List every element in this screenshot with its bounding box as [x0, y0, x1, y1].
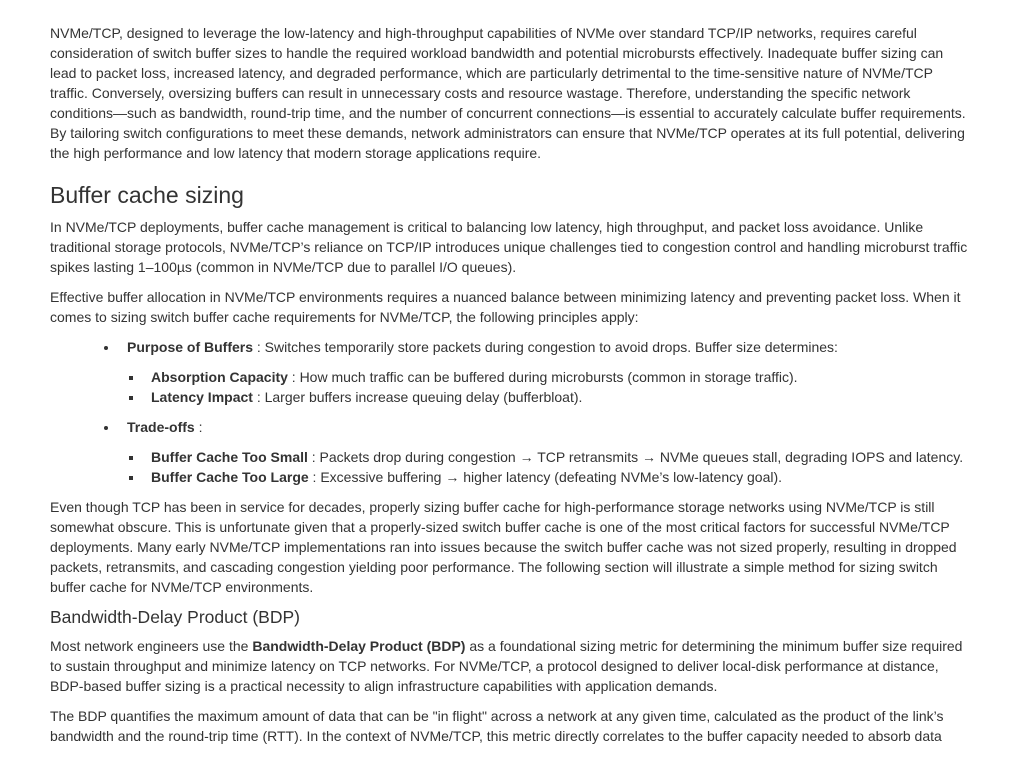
sub-list-item-text: : How much traffic can be buffered during microbursts (common in storage traffic).	[287, 369, 798, 385]
list-item-term: Trade-offs	[127, 419, 195, 435]
bullet-disc-icon	[104, 426, 108, 430]
bullet-square-icon	[129, 456, 133, 460]
list-item-text: :	[194, 419, 203, 435]
sub-list-item-term: Latency Impact	[151, 389, 253, 405]
sub-list-item-buffer-too-small	[151, 447, 970, 467]
section-heading-bdp: Bandwidth-Delay Product (BDP)	[50, 607, 300, 627]
bdp-paragraph-1-text-before: Most network engineers use the	[50, 638, 253, 654]
bullet-square-icon	[129, 396, 133, 400]
bdp-paragraph-1-text-after: as a foundational sizing metric for determining the minimum buffer size required to sustain throughput and minimize latency on TCP networks. For NVMe/TCP, a protocol designed to deliver local-disk performance at distance, BDP-based buffer sizing is a practical necessity to align infrastructure capabilities with application demands.	[50, 638, 963, 694]
sub-list-item-term: Buffer Cache Too Large	[151, 469, 309, 485]
list-item-trade-offs	[127, 417, 970, 487]
buffer-cache-paragraph-3: Even though TCP has been in service for decades, properly sizing buffer cache for high-performance storage networks using NVMe/TCP is still somewhat obscure. This is unfortunate given that a properly-sized switch buffer cache is one of the most critical factors for successful NVMe/TCP deployments. Many early NVMe/TCP implementations ran into issues because the switch buffer cache was not sized properly, resulting in dropped packets, retransmits, and cascading congestion yielding poor performance. The following section will illustrate a simple method for sizing switch buffer cache for NVMe/TCP environments.	[50, 499, 957, 595]
bullet-square-icon	[129, 476, 133, 480]
buffer-cache-paragraph-1: In NVMe/TCP deployments, buffer cache management is critical to balancing low latency, high throughput, and packet loss avoidance. Unlike traditional storage protocols, NVMe/TCP’s reliance on TCP/IP introduces unique challenges tied to congestion control and handling microburst traffic spikes lasting 1–100µs (common in NVMe/TCP due to parallel I/O queues).	[50, 219, 968, 275]
list-item-text: : Switches temporarily store packets during congestion to avoid drops. Buffer size determines:	[253, 339, 838, 355]
section-heading-buffer-cache-sizing: Buffer cache sizing	[50, 182, 244, 208]
sub-list-item-text: : Packets drop during congestion → TCP retransmits → NVMe queues stall, degrading IOPS and latency.	[307, 449, 964, 465]
bullet-square-icon	[129, 376, 133, 380]
sub-list-item-buffer-too-large	[151, 467, 970, 487]
list-item-purpose-of-buffers	[127, 337, 970, 407]
sub-list-item-text: : Excessive buffering → higher latency (defeating NVMe’s low-latency goal).	[308, 469, 783, 485]
sub-list	[127, 447, 970, 487]
sub-list-item-term: Buffer Cache Too Small	[151, 449, 308, 465]
sub-list	[127, 367, 970, 407]
bdp-paragraph-2: The BDP quantifies the maximum amount of data that can be "in flight" across a network at any given time, calculated as the product of the link’s bandwidth and the round-trip time (RTT). In the context of NVMe/TCP, this metric directly correlates to the buffer capacity needed to absorb data	[50, 708, 944, 744]
bullet-disc-icon	[104, 346, 108, 350]
principles-list	[50, 337, 970, 487]
bdp-paragraph-1	[50, 636, 970, 696]
list-item-term: Purpose of Buffers	[127, 339, 254, 355]
intro-paragraph: NVMe/TCP, designed to leverage the low-latency and high-throughput capabilities of NVMe over standard TCP/IP networks, requires careful consideration of switch buffer sizes to handle the required workload bandwidth and potential microbursts effectively. Inadequate buffer sizing can lead to packet loss, increased latency, and degraded performance, which are particularly detrimental to the time-sensitive nature of NVMe/TCP traffic. Conversely, oversizing buffers can result in unnecessary costs and resource wastage. Therefore, understanding the specific network conditions—such as bandwidth, round-trip time, and the number of concurrent connections—is essential to accurately calculate buffer requirements. By tailoring switch configurations to meet these demands, network administrators can ensure that NVMe/TCP operates at its full potential, delivering the high performance and low latency that modern storage applications require.	[50, 25, 966, 161]
buffer-cache-paragraph-2: Effective buffer allocation in NVMe/TCP environments requires a nuanced balance between minimizing latency and preventing packet loss. When it comes to sizing switch buffer cache requirements for NVMe/TCP, the following principles apply:	[50, 289, 961, 325]
document-body	[50, 23, 970, 756]
sub-list-item-absorption-capacity	[151, 367, 970, 387]
sub-list-item-term: Absorption Capacity	[151, 369, 288, 385]
sub-list-item-text: : Larger buffers increase queuing delay (bufferbloat).	[252, 389, 583, 405]
sub-list-item-latency-impact	[151, 387, 970, 407]
bdp-term: Bandwidth-Delay Product (BDP)	[252, 638, 466, 654]
